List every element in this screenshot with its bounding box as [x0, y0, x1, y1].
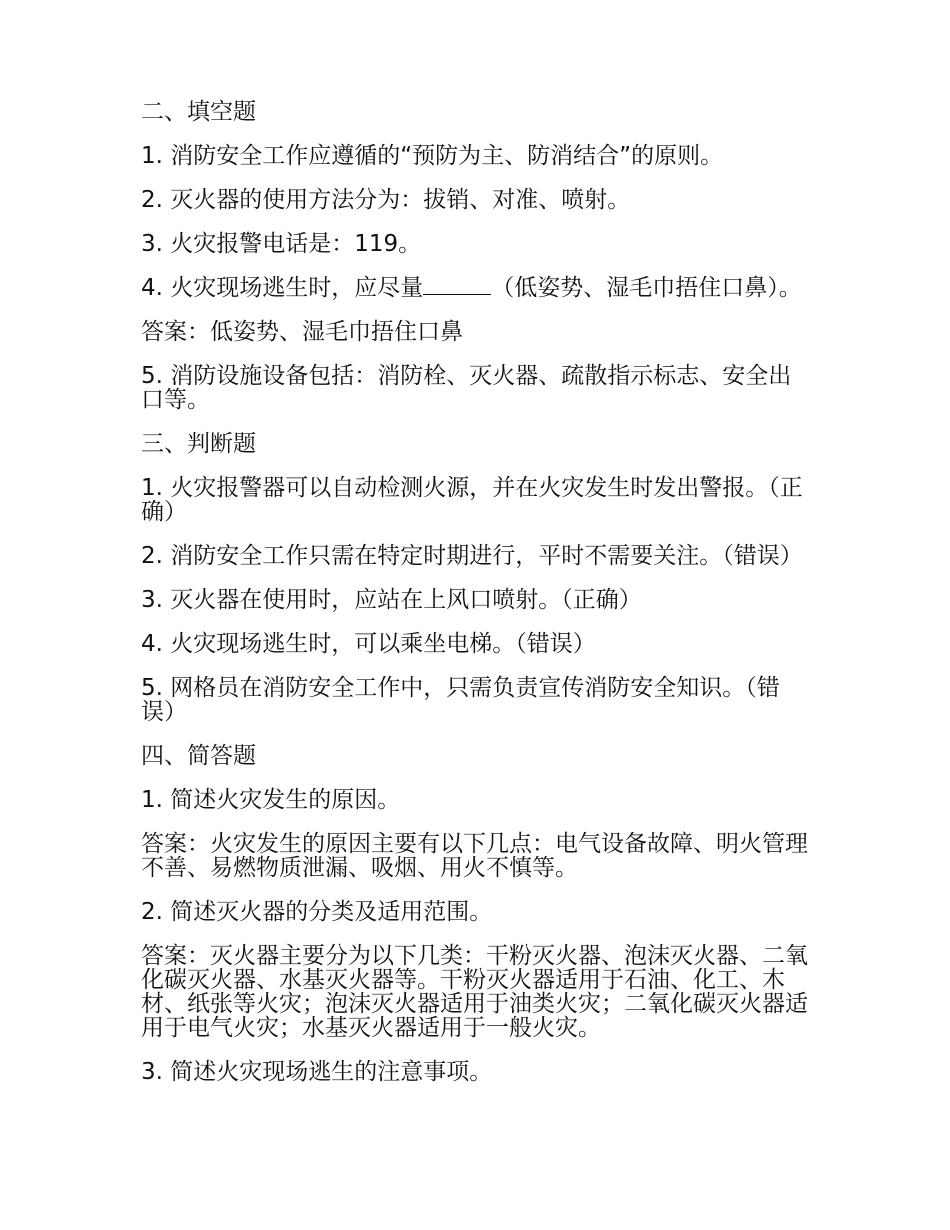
- fill-question-1: 1. 消防安全工作应遵循的“预防为主、防消结合”的原则。: [141, 143, 724, 169]
- fill-question-5: 5. 消防设施设备包括：消防栓、灭火器、疏散指示标志、安全出口等。: [141, 363, 792, 413]
- short-answer-1: 答案：火灾发生的原因主要有以下几点：电气设备故障、明火管理不善、易燃物质泄漏、吸烟、用火不慎等。: [141, 831, 808, 881]
- short-question-3: 3. 简述火灾现场逃生的注意事项。: [141, 1059, 493, 1085]
- fill-blank: [423, 276, 491, 295]
- short-question-2: 2. 简述灭火器的分类及适用范围。: [141, 899, 493, 925]
- section-heading-fill-in: 二、填空题: [141, 99, 256, 125]
- fill-question-2: 2. 灭火器的使用方法分为：拔销、对准、喷射。: [141, 187, 631, 213]
- short-question-1: 1. 简述火灾发生的原因。: [141, 787, 401, 813]
- fill-question-4-text-after: （低姿势、湿毛巾捂住口鼻）。: [491, 275, 802, 301]
- judge-question-4: 4. 火灾现场逃生时，可以乘坐电梯。（错误）: [141, 631, 596, 657]
- fill-question-4: [141, 276, 813, 300]
- section-heading-true-false: 三、判断题: [141, 431, 256, 457]
- document-page: [141, 100, 813, 1104]
- judge-question-1: 1. 火灾报警器可以自动检测火源，并在火灾发生时发出警报。（正确）: [141, 475, 803, 525]
- fill-question-3: 3. 火灾报警电话是：119。: [141, 231, 422, 257]
- judge-question-2: 2. 消防安全工作只需在特定时期进行，平时不需要关注。（错误）: [141, 543, 803, 569]
- fill-question-4-text-before: 4. 火灾现场逃生时，应尽量: [141, 275, 424, 301]
- judge-question-3: 3. 灭火器在使用时，应站在上风口喷射。（正确）: [141, 587, 642, 613]
- section-heading-short-answer: 四、简答题: [141, 743, 256, 769]
- fill-question-4-answer: 答案：低姿势、湿毛巾捂住口鼻: [141, 319, 463, 345]
- judge-question-5: 5. 网格员在消防安全工作中，只需负责宣传消防安全知识。（错误）: [141, 675, 780, 725]
- short-answer-2: 答案：灭火器主要分为以下几类：干粉灭火器、泡沫灭火器、二氧化碳灭火器、水基灭火器等。干粉灭火器适用于石油、化工、木材、纸张等火灾；泡沫灭火器适用于油类火灾；二氧化碳灭火器适用于电气火灾；水基灭火器适用于一般火灾。: [141, 943, 808, 1041]
